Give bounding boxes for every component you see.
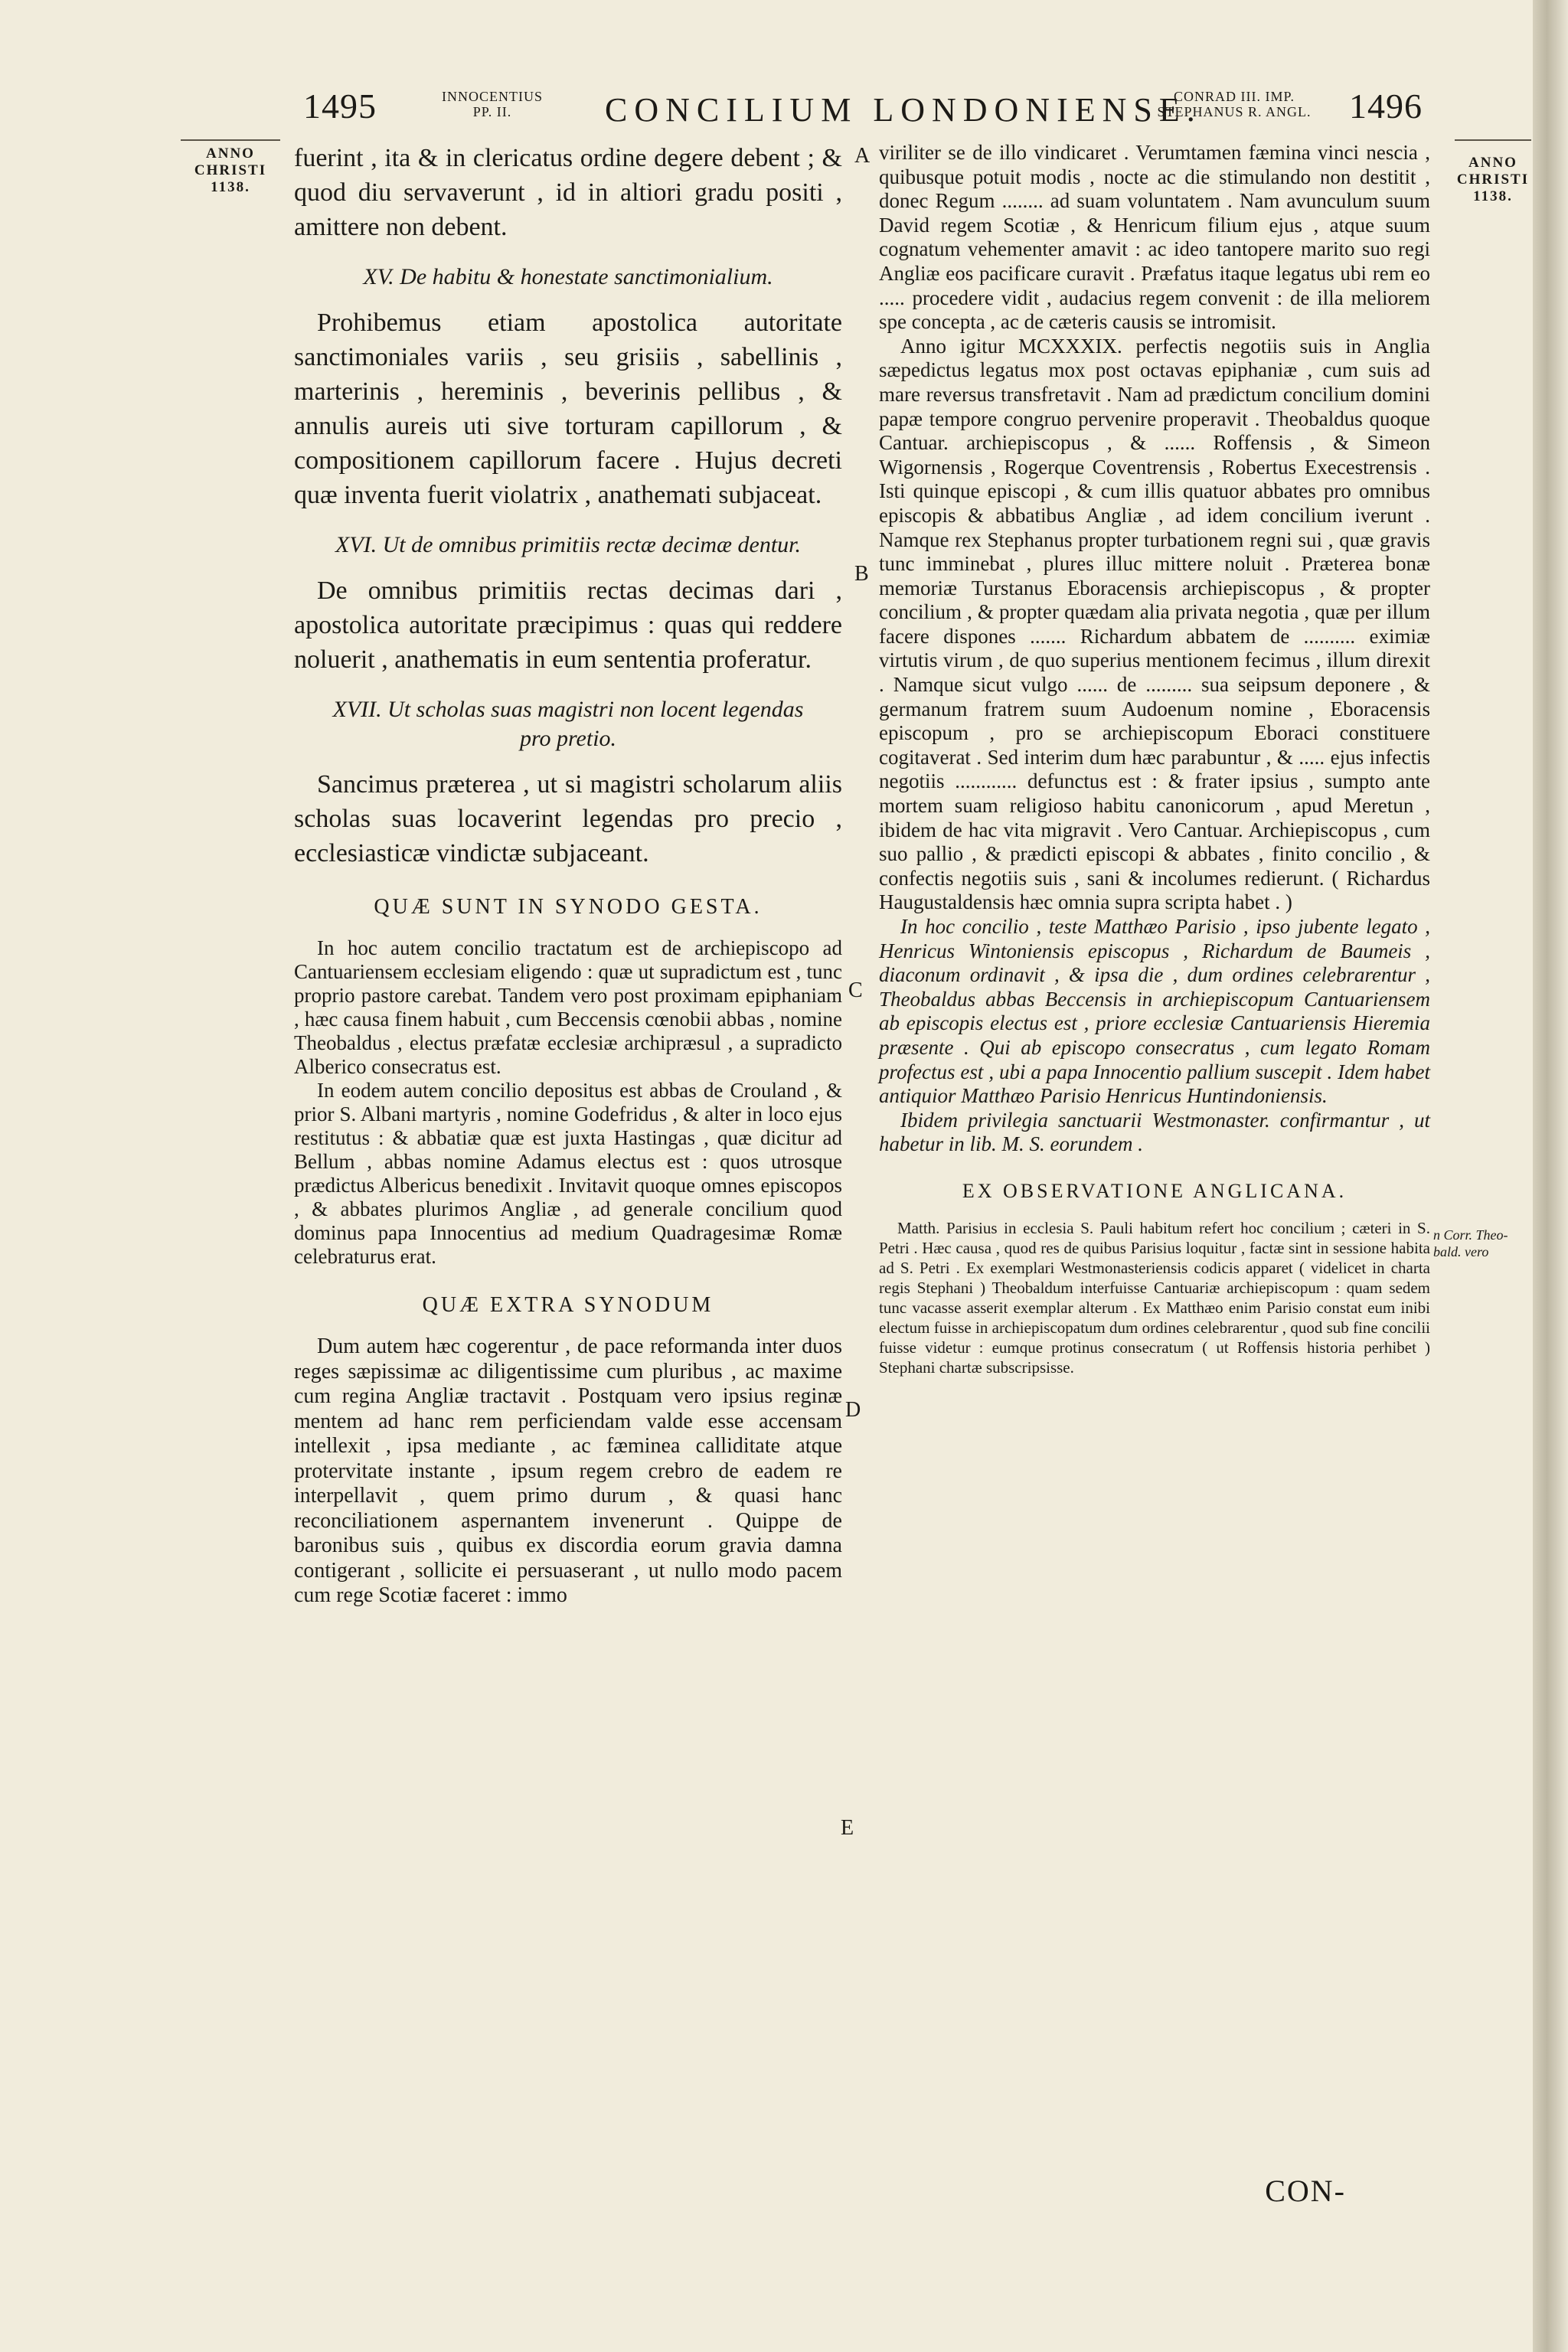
right-header-rulers — [1119, 89, 1349, 135]
section-letter-d: D — [845, 1398, 861, 1422]
canon-16-heading: XVI. Ut de omnibus primitiis rectæ decimæ dentur. — [335, 532, 801, 557]
margin-rule — [181, 139, 280, 141]
catchword: CON- — [1265, 2174, 1346, 2208]
right-page-number: 1496 — [1349, 87, 1423, 126]
left-header-pope — [420, 89, 565, 135]
margin-line: 1138. — [1473, 188, 1513, 204]
margin-line: ANNO — [206, 145, 255, 162]
note-line: n Corr. Theo- — [1433, 1227, 1508, 1243]
left-page-number: 1495 — [303, 87, 377, 126]
section-letter-e: E — [841, 1816, 854, 1840]
canon-17-heading: XVII. Ut scholas suas magistri non locent legendas pro pretio. — [332, 697, 804, 751]
margin-rule — [1455, 139, 1531, 141]
margin-line: 1138. — [211, 179, 250, 195]
correction-note — [1433, 1227, 1533, 1260]
margin-line: ANNO — [1468, 155, 1517, 171]
margin-year-left — [181, 145, 280, 196]
canon-15-text: Prohibemus etiam apostolica autoritate sanctimoniales variis , seu grisiis , sabellinis , marterinis , hereminis , beverinis pellibus , & annulis aureis uti sive torturam capillorum , & compositionem capillorum facere . Hujus decreti quæ inventa fuerit violatrix , anathemati subjaceat. — [294, 309, 842, 509]
canon-continuation: fuerint , ita & in clericatus ordine degere debent ; & quod diu servaverunt , id in altiori gradu positi , amittere non debent. — [294, 144, 842, 241]
running-title: CONCILIUM LONDONIENSE. — [605, 91, 1202, 129]
canon-16-text: De omnibus primitiis rectas decimas dari , apostolica autoritate præcipimus : quas qui reddere noluerit , anathematis in eum sententia proferatur. — [294, 577, 842, 674]
section-letter-a: A — [854, 144, 871, 168]
left-header-line: PP. II. — [472, 104, 512, 119]
extra-synodum-heading: QUÆ EXTRA SYNODUM — [422, 1293, 714, 1317]
observation-heading: EX OBSERVATIONE ANGLICANA. — [962, 1179, 1348, 1202]
right-paragraph: Anno igitur MCXXXIX. perfectis negotiis suis in Anglia sæpedictus legatus mox post octavas epiphaniæ , cum suis ad mare reversus transfretavit . Nam ad prædictum concilium domini papæ tempore congruo pervenire properavit . Theobaldus quoque Cantuar. archiepiscopus , & ...... Roffensis , & Simeon Wigornensis , Rogerque Coventrensis , Robertus Execestrensis . Isti quinque episcopi , & cum illis quatuor abbates pro omnibus episcopis & abbatibus Angliæ , ad idem concilium iverunt . Namque rex Stephanus propter turbationem regni sui , quæ gravis tunc imminebat , plures illuc mittere noluit . Præterea bonæ memoriæ Turstanus Eboracensis archiepiscopus , & propter concilium , & propter quædam alia privata negotia , quæ per illum facere dispones ....... Richardum abbatem de .......... eximiæ virtutis virum , de quo superius mentionem fecimus , illum direxit . Namque sicut vulgo ...... de ......... sua seipsum deponere , & germanum fratrem suum Audoenum nomine , Eboracensis episcopum , pro se archiepiscopum Eboraci constituere cogitaverat . Sed interim dum hæc parabuntur , & ..... ejus infectis negotiis ............ defunctus est : & frater ipsius , sumpto ante mortem suam religioso habitu canonicorum , apud Meretun , ibidem de hac vita migravit . Vero Cantuar. Archiepiscopus , cum suo pallio , & prædicti episcopi & abbates , finito concilio , & confectis negotiis suis , sani & incolumes redierunt. ( Richardus Haugustaldensis hæc omnia supra scripta habet . ) — [879, 334, 1430, 914]
right-column — [879, 141, 1430, 1377]
right-paragraph-italic: Ibidem privilegia sanctuarii Westmonaster. confirmantur , ut habetur in lib. M. S. eorundem . — [879, 1108, 1430, 1156]
observation-text: Matth. Parisius in ecclesia S. Pauli habitum refert hoc concilium ; cæteri in S. Petri . Hæc causa , quod res de quibus Parisius loquitur , factæ sint in sessione habita ad S. Petri . Ex exemplari Westmonasteriensis codicis apparet ( videlicet in charta regis Stephani ) Theobaldum interfuisse Cantuariæ archiepiscopum : quam sedem tunc vacasse asserit exemplar alterum . Ex Matthæo enim Parisio constat eum inibi electum fuisse in archiepiscopatum dum ordines celebrarentur , quod sub fine concilii fuisse videtur : eumque protinus consecratum ( ut Roffensis historia perhibet ) Stephani chartæ subscripsisse. — [879, 1218, 1430, 1377]
section-letter-c: C — [848, 978, 863, 1002]
left-header-line: INNOCENTIUS — [442, 89, 543, 104]
margin-line: CHRISTI — [1456, 172, 1530, 188]
right-header-line: CONRAD III. IMP. — [1173, 89, 1295, 104]
right-paragraph: viriliter se de illo vindicaret . Verumtamen fæmina vinci nescia , quibusque potuit modis , nocte ac die stimulando non destitit , donec Regum ........ ad suam voluntatem . Nam avunculum suum David regem Scotiæ , & Henricum filium ejus , atque suum cognatum vehementer amavit : ac ideo tantopere marito suo regi Angliæ eos pacificare curavit . Præfatus itaque legatus ubi rem eo ..... procedere vidit , audacius regem convenit : de illa meliorem spe concepta , ac de cæteris causis se intromisit. — [879, 141, 1430, 334]
gesta-paragraph: In hoc autem concilio tractatum est de archiepiscopo ad Cantuariensem ecclesiam eligendo : quæ ut supradictum est , tunc proprio pastore carebat. Tandem vero post proximam epiphaniam , hæc causa finem habuit , cum Beccensis cœnobii abbas , nomine Theobaldus , electus præfatæ ecclesiæ archipræsul , a supradicto Alberico consecratus est. — [294, 936, 842, 1078]
section-letter-b: B — [854, 562, 869, 586]
extra-synodum-paragraph: Dum autem hæc cogerentur , de pace reformanda inter duos reges sæpissimæ ac diligentissime cum pluribus , ac maxime cum regina Angliæ tractavit . Postquam vero ipsius reginæ mentem ad hanc rem perficiendam valde esse accensam intellexit , ipsa mediante , ac fæminea calliditate atque protervitate instante , ipsum regem crebro de eadem re interpellavit , quem primo durum , & quasi hanc reconciliationem aspernantem invenerunt . Quippe de baronibus suis , quibus ex discordia eorum gravia damna contigerant , sollicite ei persuaserant , ut nullo modo pacem cum rege Scotiæ faceret : immo — [294, 1334, 842, 1607]
canon-15-heading: XV. De habitu & honestate sanctimonialium. — [363, 264, 773, 289]
gesta-paragraph: In eodem autem concilio depositus est abbas de Crouland , & prior S. Albani martyris , nomine Godefridus , & alter in loco ejus restitutus : & abbatiæ quæ est juxta Hastingas , quæ dicitur ad Bellum , abbas nomine Adamus electus est : quos utrosque prædictus Albericus benedixit . Invitavit quoque omnes episcopos , & abbates plurimos Angliæ , ad generale concilium quod dominus papa Innocentius ad medium Quadragesimæ Romæ celebraturus erat. — [294, 1079, 842, 1268]
margin-line: CHRISTI — [194, 162, 267, 178]
margin-year-right — [1453, 155, 1533, 205]
book-spine — [1533, 0, 1568, 2352]
left-column — [294, 141, 842, 1609]
note-line: bald. vero — [1433, 1244, 1489, 1259]
gesta-heading: QUÆ SUNT IN SYNODO GESTA. — [374, 895, 763, 919]
right-header-line: STEPHANUS R. ANGL. — [1157, 104, 1312, 119]
right-paragraph-italic: In hoc concilio , teste Matthæo Parisio , ipso jubente legato , Henricus Wintoniensis episcopus , Richardum de Baumeis , diaconum ordinavit , & ipsa die , dum ordines celebrarentur , Theobaldus abbas Beccensis in archiepiscopum Cantuariensem ab episcopis electus est , priore ecclesiæ Cantuariensis Hieremia præsente . Qui ab episcopo consecratus , cum legato Romam profectus est , ubi a papa Innocentio pallium suscepit . Idem habet antiquior Matthæo Parisio Henricus Huntindoniensis. — [879, 915, 1430, 1108]
canon-17-text: Sancimus præterea , ut si magistri scholarum aliis scholas suas locaverint legendas pro precio , ecclesiasticæ vindictæ subjaceant. — [294, 770, 842, 867]
